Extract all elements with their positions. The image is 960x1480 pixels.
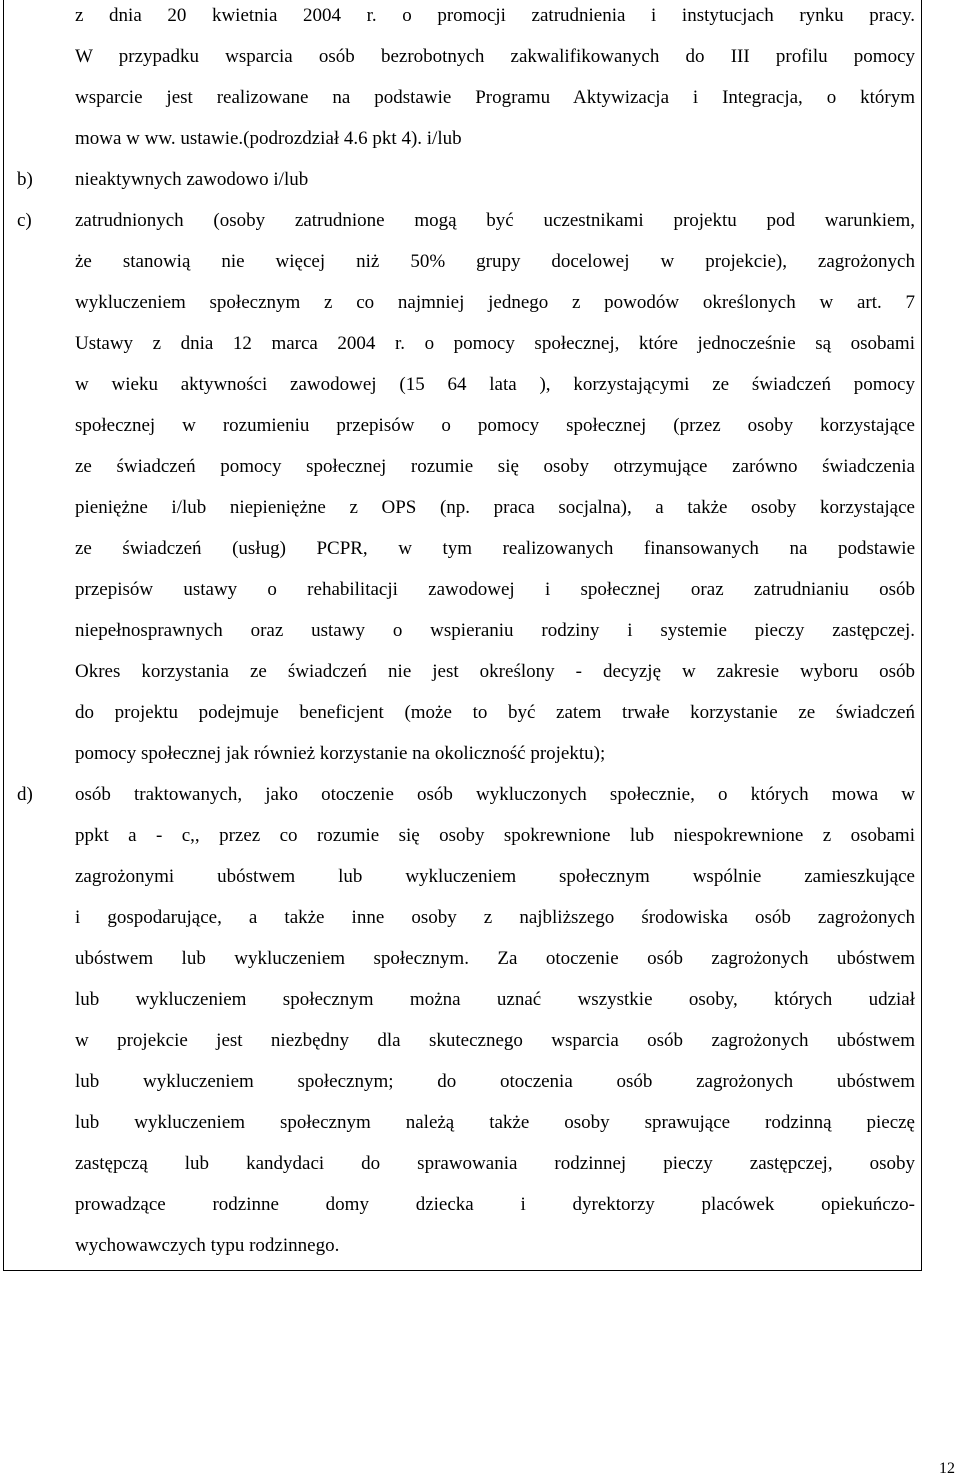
text-line: zastępczą lub kandydaci do sprawowania rodzinnej pieczy zastępczej, osoby: [75, 1153, 915, 1174]
text-line: zatrudnionych (osoby zatrudnione mogą być uczestnikami projektu pod warunkiem,: [75, 210, 915, 231]
page-number: 12: [939, 1460, 955, 1477]
text-line: nieaktywnych zawodowo i/lub: [75, 169, 309, 190]
text-line: i gospodarujące, a także inne osoby z najbliższego środowiska osób zagrożonych: [75, 907, 915, 928]
text-line: w projekcie jest niezbędny dla skutecznego wsparcia osób zagrożonych ubóstwem: [75, 1030, 915, 1051]
text-line: z dnia 20 kwietnia 2004 r. o promocji zatrudnienia i instytucjach rynku pracy.: [75, 5, 915, 26]
text-line: mowa w ww. ustawie.(podrozdział 4.6 pkt 4). i/lub: [75, 128, 462, 149]
text-line: niepełnosprawnych oraz ustawy o wspieraniu rodziny i systemie pieczy zastępczej.: [75, 620, 915, 641]
list-marker-c: c): [17, 210, 32, 231]
text-line: wsparcie jest realizowane na podstawie Programu Aktywizacja i Integracja, o którym: [75, 87, 915, 108]
text-line: wykluczeniem społecznym z co najmniej jednego z powodów określonych w art. 7: [75, 292, 915, 313]
text-line: ubóstwem lub wykluczeniem społecznym. Za otoczenie osób zagrożonych ubóstwem: [75, 948, 915, 969]
text-line: wychowawczych typu rodzinnego.: [75, 1235, 340, 1256]
text-line: ze świadczeń pomocy społecznej rozumie się osoby otrzymujące zarówno świadczenia: [75, 456, 915, 477]
text-line: pomocy społecznej jak również korzystanie na okoliczność projektu);: [75, 743, 606, 764]
text-line: że stanowią nie więcej niż 50% grupy docelowej w projekcie), zagrożonych: [75, 251, 915, 272]
text-line: lub wykluczeniem społecznym; do otoczenia osób zagrożonych ubóstwem: [75, 1071, 915, 1092]
list-marker-b: b): [17, 169, 33, 190]
text-line: Okres korzystania ze świadczeń nie jest określony - decyzję w zakresie wyboru osób: [75, 661, 915, 682]
text-line: do projektu podejmuje beneficjent (może to być zatem trwałe korzystanie ze świadczeń: [75, 702, 915, 723]
text-line: pieniężne i/lub niepieniężne z OPS (np. praca socjalna), a także osoby korzystające: [75, 497, 915, 518]
text-line: W przypadku wsparcia osób bezrobotnych zakwalifikowanych do III profilu pomocy: [75, 46, 915, 67]
text-line: przepisów ustawy o rehabilitacji zawodowej i społecznej oraz zatrudnianiu osób: [75, 579, 915, 600]
text-line: w wieku aktywności zawodowej (15 64 lata ), korzystającymi ze świadczeń pomocy: [75, 374, 915, 395]
list-marker-d: d): [17, 784, 33, 805]
text-line: osób traktowanych, jako otoczenie osób wykluczonych społecznie, o których mowa w: [75, 784, 915, 805]
text-line: zagrożonymi ubóstwem lub wykluczeniem społecznym wspólnie zamieszkujące: [75, 866, 915, 887]
text-line: lub wykluczeniem społecznym można uznać wszystkie osoby, których udział: [75, 989, 915, 1010]
content-frame: [3, 0, 922, 1271]
text-line: prowadzące rodzinne domy dziecka i dyrektorzy placówek opiekuńczo-: [75, 1194, 915, 1215]
text-line: lub wykluczeniem społecznym należą także osoby sprawujące rodzinną pieczę: [75, 1112, 915, 1133]
text-line: ze świadczeń (usług) PCPR, w tym realizowanych finansowanych na podstawie: [75, 538, 915, 559]
text-line: Ustawy z dnia 12 marca 2004 r. o pomocy społecznej, które jednocześnie są osobami: [75, 333, 915, 354]
text-line: społecznej w rozumieniu przepisów o pomocy społecznej (przez osoby korzystające: [75, 415, 915, 436]
text-line: ppkt a - c,, przez co rozumie się osoby spokrewnione lub niespokrewnione z osobami: [75, 825, 915, 846]
